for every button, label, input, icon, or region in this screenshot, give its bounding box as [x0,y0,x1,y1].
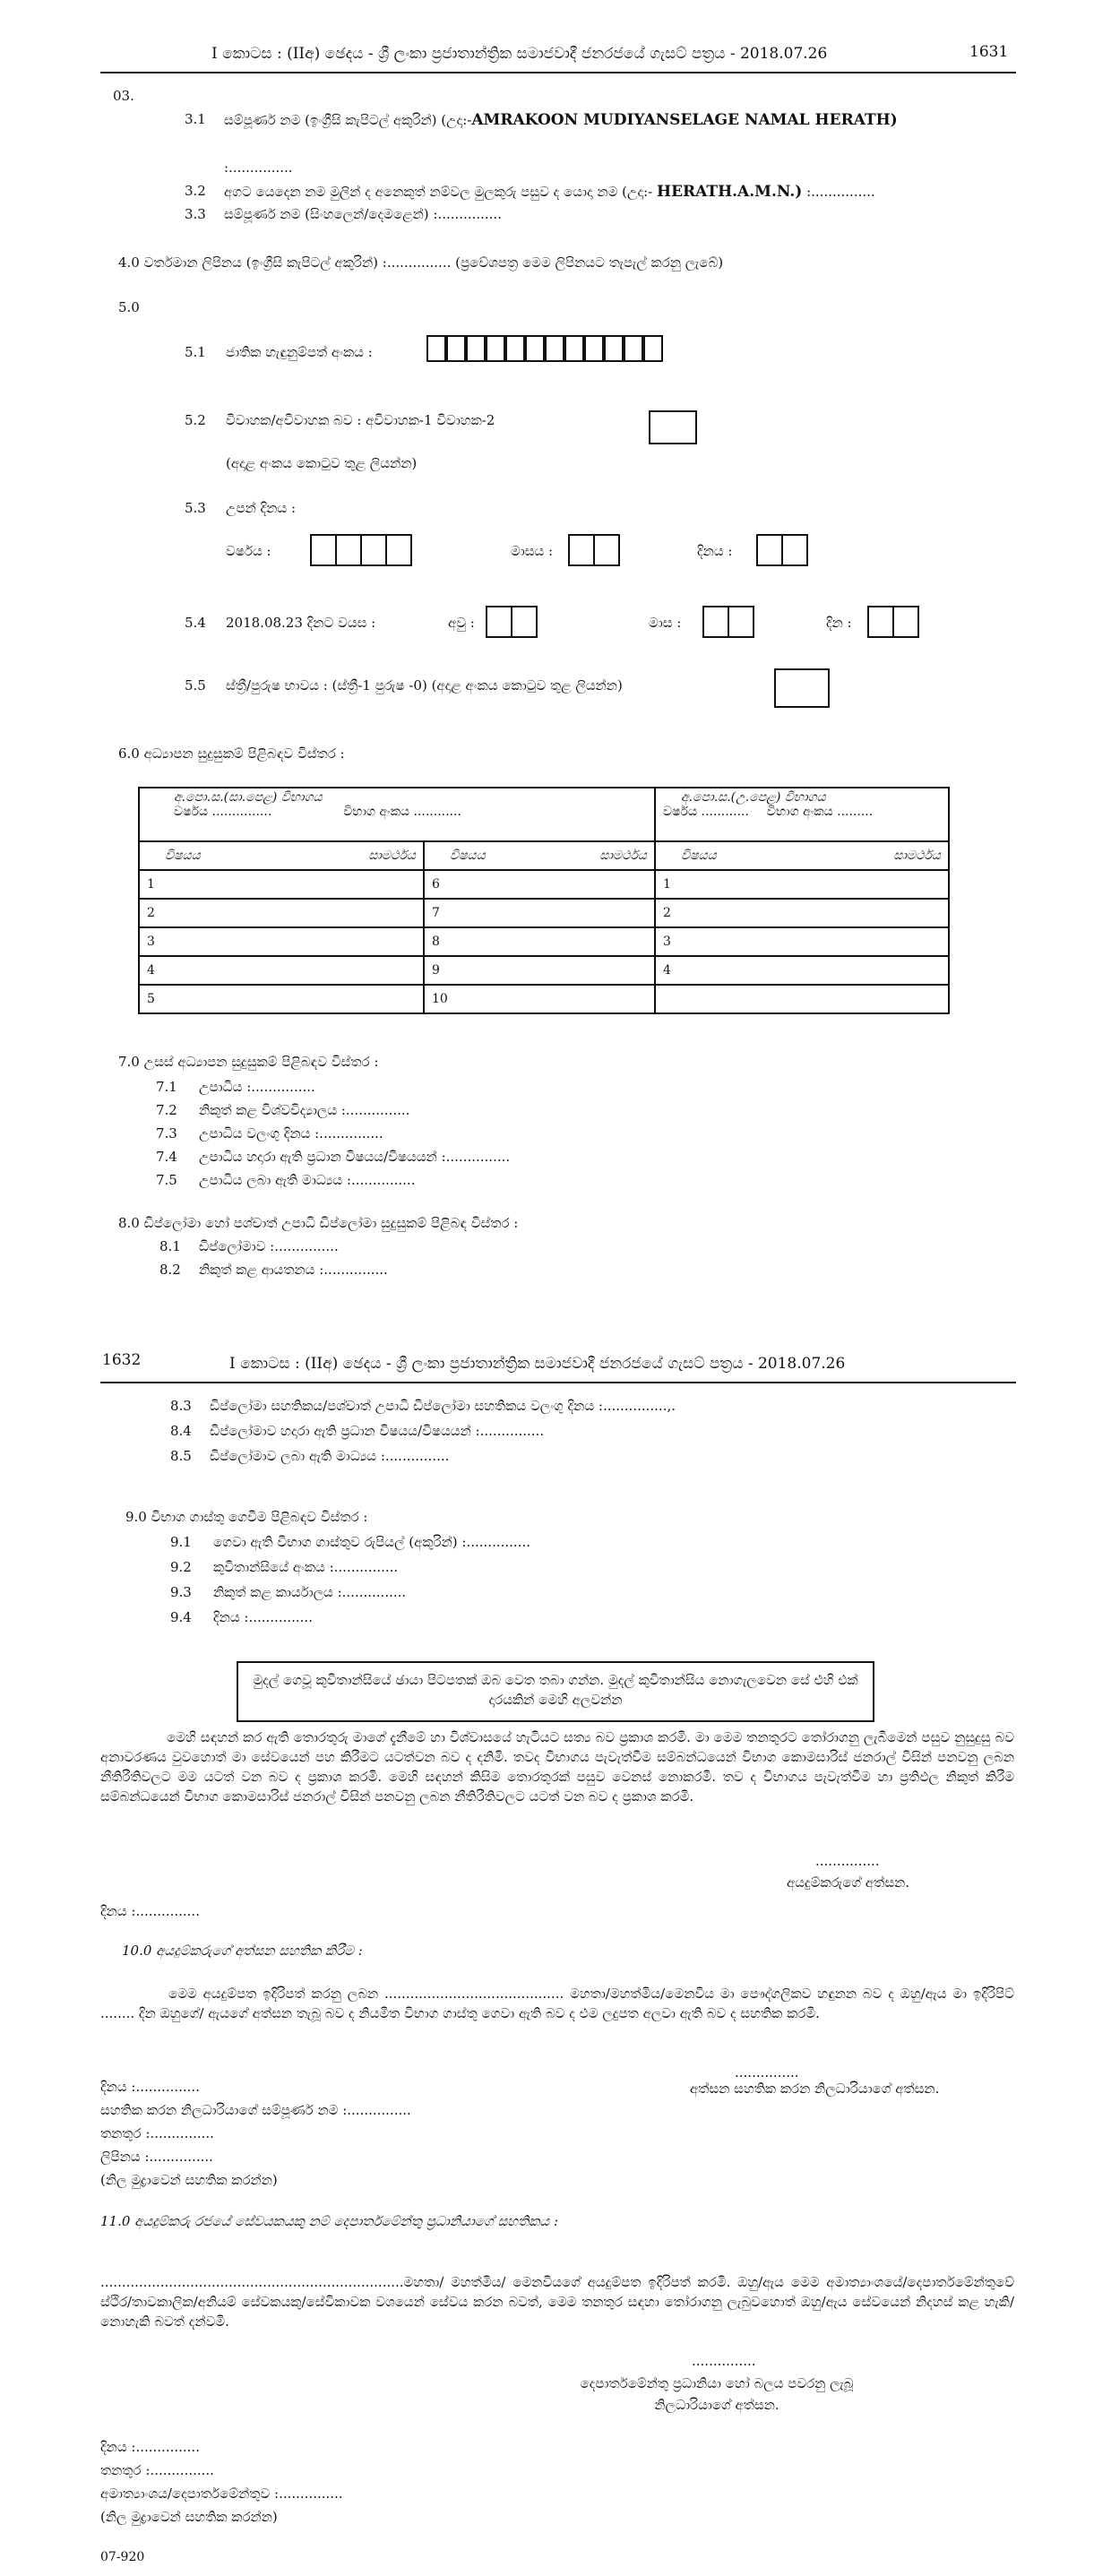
header-rule [100,72,1016,73]
item-3-2-label [224,183,875,201]
head-post: තනතුර :............... [100,2462,214,2478]
item-5-2-note: (අදාළ අංකය කොටුව තුළ ලියන්න) [226,455,418,471]
item-5-4-label: 2018.08.23 දිනට වයස : [226,615,376,631]
item-9-3-text: නිකුත් කළ කාර්යාලය :............... [213,1584,407,1600]
head-seal-note: (නිල මුද්‍රාවෙන් සහතික කරන්න) [100,2509,278,2525]
row-num [655,985,949,1013]
section-10-text: මෙම අයදුම්පත ඉදිරිපත් කරනු ලබන .......................................... මහතා/මහත්මිය/මෙනවිය මා පෞද්ගලිකව හඳුනන බව ද ඔහු/ඇය මා ඉදිරිපිට් ........ දින ඔහුගේ/ ඇයගේ අත්සන තැබූ බව ද නියමිත විභාග ගාස්තු ගෙවා ඇති බව ද එම ලදුපත අලවා ඇති බව ද සහතික කරමි. [100,1986,1014,2021]
certifying-officer-signature-line: ............... [735,2064,799,2081]
row-num: 8 [424,927,655,956]
item-9-1-num: 9.1 [170,1534,192,1550]
item-3-2-text: අගට යෙදෙන නම මුලින් ද අනෙකුත් නම්වල මුලකුරු පසුව ද යොදා නම (උදා:- [224,184,653,200]
item-7-2-text: නිකුත් කළ විශ්වවිද්‍යාලය :............... [199,1102,410,1118]
education-table [138,787,950,1014]
pass-header: සාමර්ථය [893,849,941,863]
item-3-1-example: AMRAKOON MUDIYANSELAGE NAMAL HERATH) [471,111,898,129]
item-3-2-num: 3.2 [185,183,206,199]
item-9-4-text: දිනය :............... [213,1609,313,1625]
head-signature-label: දෙපාර්තමේන්තු ප්‍රධානියා හෝ බලය පවරනු ලැබූ නිලධාරියාගේ අත්සන. [580,2375,854,2413]
item-9-4-num: 9.4 [170,1609,192,1625]
item-7-5-text: උපාධිය ලබා ඇති මාධ්‍යය :............... [199,1172,416,1188]
row-num: 9 [424,956,655,985]
item-3-1-blank: :............... [224,159,293,176]
header-rule-2 [100,1382,1016,1383]
item-5-2-num: 5.2 [185,412,206,428]
certifying-officer-seal-note: (නිල මුද්‍රාවෙන් සහතික කරන්න) [100,2172,278,2188]
row-num: 6 [424,870,655,899]
item-5-1-label: ජාතික හැඳුනුම්පත් අංකය : [226,344,373,360]
subject-header: විෂයය [450,849,486,863]
col-header-right [655,841,949,870]
dob-month-label: මාසය : [511,543,554,559]
section-8-0: 8.0 ඩිප්ලෝමා හෝ පශ්චාත් උපාධි ඩිප්ලෝමා සුදුසුකම් පිළිබඳ විස්තර : [118,1215,519,1231]
certifying-officer-post: තනතුර :............... [100,2125,214,2141]
item-3-3-num: 3.3 [185,206,206,222]
section-10-title: 10.0 අයදුම්කරුගේ අත්සන සහතික කිරීම : [122,1943,363,1959]
subject-header: විෂයය [681,849,717,863]
item-9-2-num: 9.2 [170,1559,192,1575]
row-num: 7 [424,899,655,927]
item-7-4-text: උපාධිය හදාරා ඇති ප්‍රධාන විෂයය/විෂයයන් :............... [199,1149,511,1165]
row-num: 2 [655,899,949,927]
page-number: 1631 [969,43,1009,61]
ol-title: අ.පො.ස.(සා.පෙළ) විභාගය [174,790,323,805]
receipt-notice-box [237,1661,874,1722]
pass-header: සාමර්ථය [368,849,416,863]
subject-header: විෂයය [165,849,201,863]
section-9-0: 9.0 විභාග ගාස්තු ගෙවීම පිළිබඳව විස්තර : [125,1509,368,1525]
certifying-officer-signature-label: අත්සන සහතික කරන නිලධාරියාගේ අත්සන. [690,2081,940,2097]
item-8-4-num: 8.4 [170,1423,192,1439]
item-5-5-num: 5.5 [185,677,206,694]
item-3-1-label [224,111,898,129]
al-header-cell [655,788,949,841]
item-9-2-text: කුවිතාන්සියේ අංකය :............... [213,1559,399,1575]
item-8-5-text: ඩිප්ලෝමාව ලබා ඇති මාධ්‍යය :............... [210,1448,450,1464]
item-3-3-label: සම්පූර්ණ නම (සිංහලෙන්/දෙමළෙන්) :............... [224,206,502,222]
ol-header-cell [139,788,655,841]
ol-year: වර්ෂය ............... [174,805,272,819]
table-row [139,985,949,1013]
gender-box[interactable] [774,668,830,708]
item-5-2-label: විවාහක/අවිවාහක බව : අවිවාහක-1 විවාහක-2 [226,412,495,428]
dob-day-label: දිනය : [697,543,733,559]
item-7-3-num: 7.3 [156,1125,177,1142]
row-num: 1 [655,870,949,899]
item-5-4-num: 5.4 [185,615,206,631]
item-8-4-text: ඩිප්ලෝමාව හදාරා ඇති ප්‍රධාන විෂයය/විෂයයන් :............... [210,1423,545,1439]
section-5-0: 5.0 [118,299,140,315]
al-index: විභාග අංකය ......... [766,805,874,819]
marital-status-box[interactable] [649,410,697,444]
section-11-text: .......................................................................මහතා/ මහත්මිය/ මෙනවියගේ අයදුම්පත ඉදිරිපත් කරමි. ඔහු/ඇය මෙම අමාත්‍යාංශයේ/දෙපාර්තමේන්තුවේ ස්ථිර/තාවකාලික/අනියම් සේවකයකු/සේවිකාවක වශයෙන් සේවය කරන බවත්, මෙම තනතුර සඳහා තෝරාගනු ලැබුවහොත් ඔහු/ඇය සේවයෙන් නිදහස් කළ හැකි/නොහැකි බවත් දන්වමි. [100,2274,1014,2330]
row-num: 2 [139,899,424,927]
section-03: 03. [113,88,134,104]
item-8-2-text: නිකුත් කළ ආයතනය :............... [199,1262,388,1278]
item-8-5-num: 8.5 [170,1448,192,1464]
head-ministry: අමාත්‍යාංශය/දෙපාර්තමේන්තුව :............... [100,2486,343,2502]
item-7-1-text: උපාධිය :............... [199,1079,315,1095]
item-8-2-num: 8.2 [159,1262,181,1278]
pass-header: සාමර්ථය [599,849,647,863]
section-6-0: 6.0 අධ්‍යාපන සුදුසුකම් පිළිබඳව විස්තර : [118,745,345,762]
declaration-text: මෙහි සඳහන් කර ඇති තොරතුරු මාගේ දැනීමේ හා විශ්වාසයේ හැටියට සත්‍ය බව ප්‍රකාශ කරමි. මා මෙම තනතුරට තෝරාගනු ලැබීමෙන් පසුව නුසුදුසු බව අනාවරණය වුවහොත් මා සේවයෙන් පහ කිරීමට යටත්වන බව ද දනිමි. තවද විභාගය පැවැත්වීම සම්බන්ධයෙන් විභාග කොමසාරිස් ජනරාල් විසින් පනවනු ලබන නීතිරීතිවලට මම යටත් වන බව ද ප්‍රකාශ කරමි. මෙහි සඳහන් කිසිම තොරතුරක් පසුව වෙනස් නොකරමි. තව ද විභාගය පැවැත්වීම හා ප්‍රතිඵල නිකුත් කිරීම සම්බන්ධයෙන් විභාග කොමසාරිස් ජනරාල් විසින් පනවනු ලබන නීතිරීතිවලට යටත් වන බව ද ප්‍රකාශ කරමි. [100,1729,1014,1805]
declaration-date: දිනය :............... [100,1903,200,1919]
receipt-notice-text: මුදල් ගෙවූ කුවිතාන්සියේ ඡායා පිටපතක් ඔබ වෙත තබා ගන්න. මුදල් කුවිතාන්සිය නොගැලවෙන සේ එහි එක් දාරයකින් මෙහි අලවන්න [253,1672,858,1708]
item-5-5-label: ස්ත්‍රී/පුරුෂ භාවය : (ස්ත්‍රී-1 පුරුෂ -0) (අදාළ අංකය කොටුව තුළ ලියන්න) [226,677,623,694]
ol-index: විභාග අංකය ............ [343,805,461,819]
col-header-left [139,841,424,870]
row-num: 4 [139,956,424,985]
item-5-1-num: 5.1 [185,344,206,360]
table-row [139,927,949,956]
page-header-text-2: I කොටස : (IIඅ) ඡෙදය - ශ්‍රී ලංකා ප්‍රජාතාන්ත්‍රික සමාජවාදී ජනරජයේ ගැසට් පත්‍රය - 2018.07.26 [229,1355,846,1373]
ol-year-index [174,805,647,819]
head-signature-line: ............... [692,2353,756,2369]
certifying-officer-name: සහතික කරන නිලධාරියාගේ සම්පූර්ණ නම :............... [100,2102,411,2118]
item-3-1-num: 3.1 [185,111,206,127]
age-years-label: අවු : [448,615,475,631]
table-row [139,956,949,985]
item-5-3-num: 5.3 [185,500,206,516]
col-header-mid [424,841,655,870]
item-3-1-text: සම්පූර්ණ නම (ඉංග්‍රීසි කැපිටල් අකුරින්) (උදා:- [224,112,472,128]
section-11-title: 11.0 අයදුම්කරු රජයේ සේවයකයකු නම් දෙපාර්තමේන්තු ප්‍රධානියාගේ සහතිකය : [100,2213,559,2229]
section-4-0: 4.0 වර්තමාන ලිපිනය (ඉංග්‍රීසි කැපිටල් අකුරින්) :............... (ප්‍රවේශපත්‍ර මෙම ලිපිනයට තැපැල් කරනු ලැබේ) [118,254,724,271]
item-8-3-num: 8.3 [170,1398,192,1414]
row-num: 1 [139,870,424,899]
table-row [139,870,949,899]
item-8-1-num: 8.1 [159,1238,181,1254]
item-9-3-num: 9.3 [170,1584,192,1600]
item-7-5-num: 7.5 [156,1172,177,1188]
table-row [139,899,949,927]
age-months-label: මාස : [649,615,682,631]
al-title: අ.පො.ස.(උ.පෙළ) විභාගය [681,790,826,805]
section-10-date: දිනය :............... [100,2079,200,2095]
item-9-1-text: ගෙවා ඇති විභාග ගාස්තුව රුපියල් (අකුරින්) :............... [213,1534,530,1550]
row-num: 3 [655,927,949,956]
page-number-2: 1632 [102,1351,142,1369]
head-date: දිනය :............... [100,2439,200,2455]
dob-year-label: වර්ෂය : [226,543,271,559]
section-7-0: 7.0 උසස් අධ්‍යාපන සුදුසුකම් පිළිබඳව විස්තර : [118,1054,379,1070]
item-7-2-num: 7.2 [156,1102,177,1118]
footer-code: 07-920 [100,2550,145,2564]
al-year-index [663,805,941,819]
row-num: 10 [424,985,655,1013]
page-header-text: I කොටස : (IIඅ) ඡෙදය - ශ්‍රී ලංකා ප්‍රජාතාන්ත්‍රික සමාජවාදී ජනරජයේ ගැසට් පත්‍රය - 2018.07.26 [211,45,828,63]
age-days-label: දින : [826,615,852,631]
row-num: 5 [139,985,424,1013]
item-7-4-num: 7.4 [156,1149,177,1165]
row-num: 3 [139,927,424,956]
item-3-2-example: HERATH.A.M.N.) [657,183,803,201]
applicant-signature-label: අයදුම්කරුගේ අත්සන. [787,1874,910,1891]
item-3-2-blank: :............... [806,184,875,200]
item-5-3-label: උපන් දිනය : [226,500,296,516]
row-num: 4 [655,956,949,985]
applicant-signature-line: ............... [815,1853,880,1869]
item-7-3-text: උපාධිය වලංගු දිනය :............... [199,1125,383,1142]
item-8-3-text: ඩිප්ලෝමා සහතිකය/පශ්චාත් උපාධි ඩිප්ලෝමා සහතිකය වලංගු දිනය :...............,. [210,1398,676,1414]
certifying-officer-address: ලිපිනය :............... [100,2149,213,2165]
al-year: වර්ෂය ............ [663,805,749,819]
item-7-1-num: 7.1 [156,1079,177,1095]
item-8-1-text: ඩිප්ලෝමාව :............... [199,1238,339,1254]
